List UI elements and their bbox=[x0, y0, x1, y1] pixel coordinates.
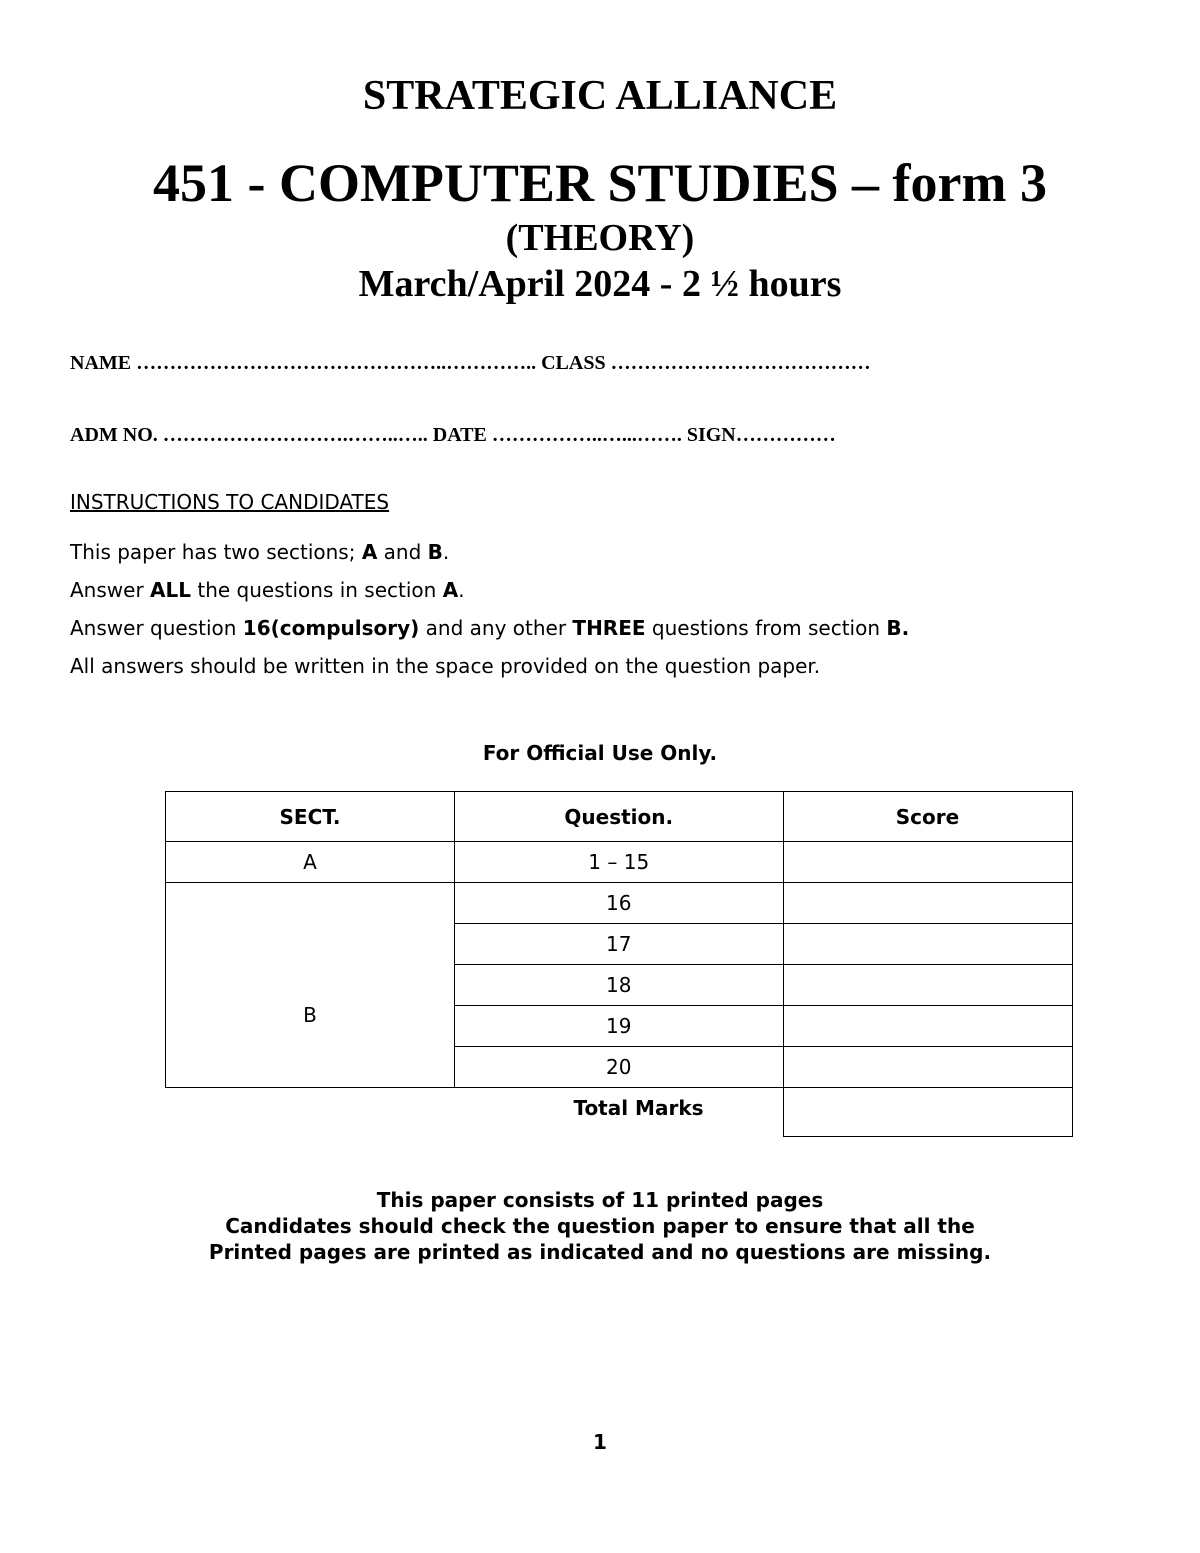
instructions-heading: INSTRUCTIONS TO CANDIDATES bbox=[70, 490, 390, 514]
score-cell[interactable] bbox=[783, 924, 1072, 965]
header-sect: SECT. bbox=[166, 792, 455, 842]
instruction-text: Answer question bbox=[70, 616, 243, 640]
header-score: Score bbox=[783, 792, 1072, 842]
instruction-line-sections bbox=[70, 540, 449, 564]
total-score-cell[interactable] bbox=[783, 1088, 1072, 1137]
table-row bbox=[166, 883, 1073, 924]
name-class-field-line: NAME ………………………………………..………….. CLASS ………………………………… bbox=[70, 352, 871, 374]
question-cell: 17 bbox=[455, 924, 784, 965]
score-cell[interactable] bbox=[783, 883, 1072, 924]
question-cell: 19 bbox=[455, 1006, 784, 1047]
school-name: STRATEGIC ALLIANCE bbox=[362, 73, 838, 119]
instruction-bold: THREE bbox=[572, 616, 646, 640]
instruction-text: the questions in section bbox=[191, 578, 443, 602]
score-cell[interactable] bbox=[783, 1047, 1072, 1088]
footer-missing-note: Printed pages are printed as indicated and no questions are missing. bbox=[208, 1240, 992, 1264]
question-cell: 16 bbox=[455, 883, 784, 924]
instruction-bold: B bbox=[427, 540, 443, 564]
exam-title: 451 - COMPUTER STUDIES – form 3 bbox=[152, 153, 1047, 213]
instruction-text: This paper has two sections; bbox=[70, 540, 362, 564]
score-table bbox=[165, 791, 1073, 1137]
instruction-text: questions from section bbox=[645, 616, 887, 640]
instruction-bold: 16(compulsory) bbox=[242, 616, 420, 640]
table-header-row bbox=[166, 792, 1073, 842]
adm-date-sign-field-line: ADM NO. ……………………….……..….. DATE ……………..…...……. SIGN…………… bbox=[70, 424, 836, 446]
score-cell[interactable] bbox=[783, 842, 1072, 883]
table-row bbox=[166, 842, 1073, 883]
section-a-cell: A bbox=[166, 842, 455, 883]
instruction-text: . bbox=[442, 540, 450, 564]
total-marks-label: Total Marks bbox=[455, 1088, 784, 1137]
instruction-bold: B. bbox=[886, 616, 910, 640]
header-question: Question. bbox=[455, 792, 784, 842]
exam-session: March/April 2024 - 2 ½ hours bbox=[358, 263, 842, 305]
blank-cell bbox=[166, 1088, 455, 1137]
instruction-text: Answer bbox=[70, 578, 151, 602]
score-cell[interactable] bbox=[783, 1006, 1072, 1047]
score-cell[interactable] bbox=[783, 965, 1072, 1006]
section-b-cell: B bbox=[166, 883, 455, 1088]
official-use-title: For Official Use Only. bbox=[482, 741, 718, 765]
question-cell: 18 bbox=[455, 965, 784, 1006]
instruction-line-answers: All answers should be written in the space provided on the question paper. bbox=[70, 654, 821, 678]
page-number: 1 bbox=[593, 1430, 607, 1454]
question-cell: 20 bbox=[455, 1047, 784, 1088]
footer-check-note: Candidates should check the question paper to ensure that all the bbox=[225, 1214, 975, 1238]
footer-pages-note: This paper consists of 11 printed pages bbox=[376, 1188, 824, 1212]
instruction-bold: A bbox=[361, 540, 378, 564]
instruction-line-section-a bbox=[70, 578, 465, 602]
question-cell: 1 – 15 bbox=[455, 842, 784, 883]
instruction-bold: ALL bbox=[150, 578, 191, 602]
instruction-text: and bbox=[377, 540, 428, 564]
total-row bbox=[166, 1088, 1073, 1137]
instruction-text: . bbox=[458, 578, 465, 602]
exam-subtitle: (THEORY) bbox=[505, 217, 695, 259]
instruction-line-section-b bbox=[70, 616, 909, 640]
instruction-text: and any other bbox=[419, 616, 573, 640]
instruction-bold: A bbox=[442, 578, 459, 602]
